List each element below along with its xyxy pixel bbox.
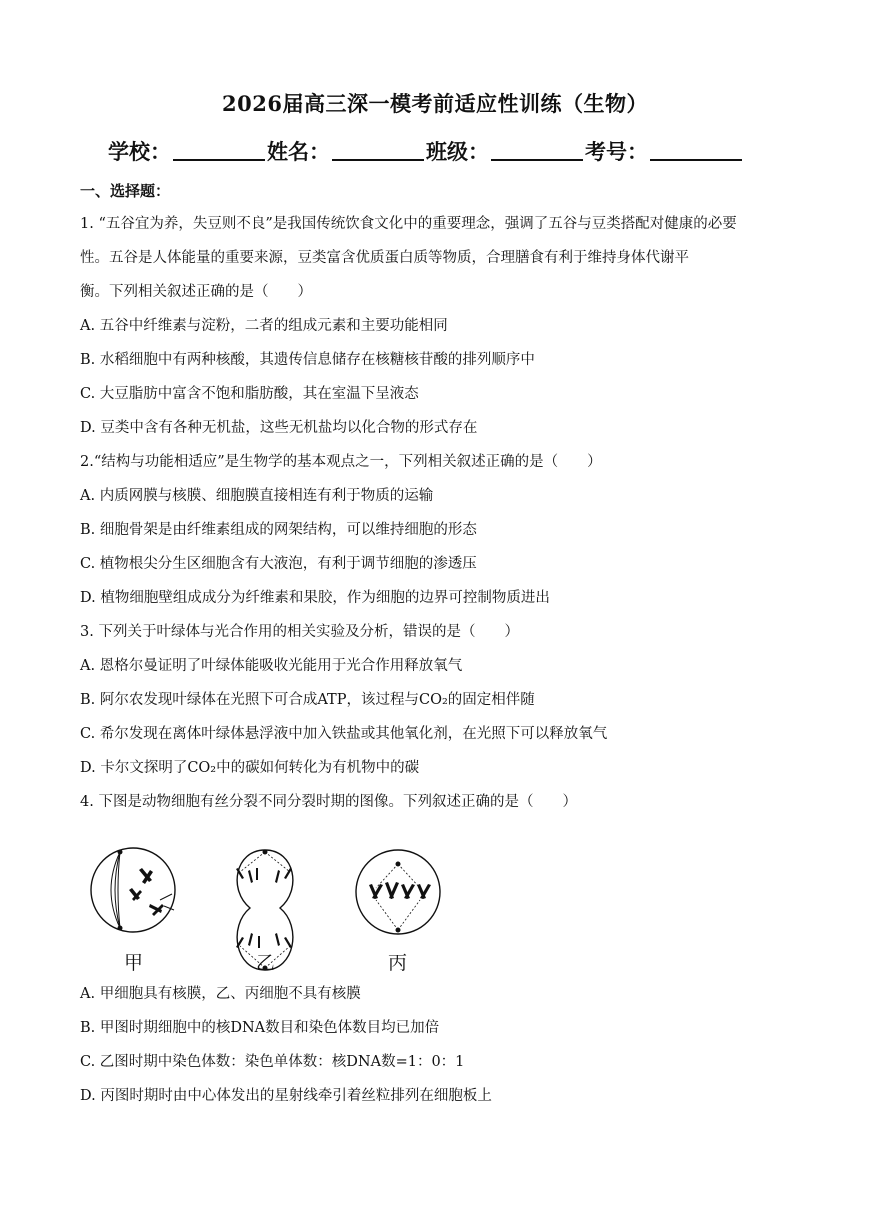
question-4-option-b[interactable]: B. 甲图时期细胞中的核DNA数目和染色体数目均已加倍 bbox=[80, 1020, 440, 1036]
school-label: 学校： bbox=[108, 139, 171, 164]
cell-label-jia: 甲 bbox=[124, 952, 144, 974]
question-1-stem-line-3: 衡。下列相关叙述正确的是（ ） bbox=[80, 284, 312, 300]
question-list bbox=[80, 210, 800, 1116]
question-2 bbox=[80, 448, 800, 618]
name-blank[interactable] bbox=[332, 139, 424, 161]
question-4-option-d[interactable]: D. 丙图时期时由中心体发出的星射线牵引着丝粒排列在细胞板上 bbox=[80, 1088, 492, 1104]
question-2-option-b[interactable]: B. 细胞骨架是由纤维素组成的网架结构，可以维持细胞的形态 bbox=[80, 522, 477, 538]
school-blank[interactable] bbox=[173, 139, 265, 161]
question-1-option-d[interactable]: D. 豆类中含有各种无机盐，这些无机盐均以化合物的形式存在 bbox=[80, 420, 478, 436]
exam-title: 2026届高三深一模考前适应性训练（生物） bbox=[222, 91, 648, 116]
class-label: 班级： bbox=[426, 139, 489, 164]
name-label: 姓名： bbox=[267, 139, 330, 164]
question-1-stem-line-1: 1. “五谷宜为养，失豆则不良”是我国传统饮食文化中的重要理念，强调了五谷与豆类搭配对健康的必要 bbox=[80, 216, 737, 232]
question-4 bbox=[80, 788, 800, 1116]
question-3-option-b[interactable]: B. 阿尔农发现叶绿体在光照下可合成ATP，该过程与CO₂的固定相伴随 bbox=[80, 692, 535, 708]
section-heading: 一、选择题： bbox=[80, 182, 171, 200]
question-2-option-c[interactable]: C. 植物根尖分生区细胞含有大液泡，有利于调节细胞的渗透压 bbox=[80, 556, 477, 572]
question-3 bbox=[80, 618, 800, 788]
question-1-option-b[interactable]: B. 水稻细胞中有两种核酸，其遗传信息储存在核糖核苷酸的排列顺序中 bbox=[80, 352, 535, 368]
mitosis-figure bbox=[80, 820, 800, 980]
question-1 bbox=[80, 210, 800, 448]
question-2-stem: 2.“结构与功能相适应”是生物学的基本观点之一，下列相关叙述正确的是（ ） bbox=[80, 454, 602, 470]
question-3-stem: 3. 下列关于叶绿体与光合作用的相关实验及分析，错误的是（ ） bbox=[80, 624, 519, 640]
question-3-option-c[interactable]: C. 希尔发现在离体叶绿体悬浮液中加入铁盐或其他氧化剂，在光照下可以释放氧气 bbox=[80, 726, 608, 742]
number-label: 考号： bbox=[585, 139, 648, 164]
question-1-option-c[interactable]: C. 大豆脂肪中富含不饱和脂肪酸，其在室温下呈液态 bbox=[80, 386, 419, 402]
student-info-fields bbox=[108, 136, 744, 166]
number-blank[interactable] bbox=[650, 139, 742, 161]
class-blank[interactable] bbox=[491, 139, 583, 161]
question-3-option-d[interactable]: D. 卡尔文探明了CO₂中的碳如何转化为有机物中的碳 bbox=[80, 760, 420, 776]
question-1-stem-line-2: 性。五谷是人体能量的重要来源，豆类富含优质蛋白质等物质，合理膳食有利于维持身体代谢平 bbox=[80, 250, 689, 266]
question-4-option-a[interactable]: A. 甲细胞具有核膜，乙、丙细胞不具有核膜 bbox=[80, 986, 361, 1002]
cell-label-yi: 乙 bbox=[256, 952, 276, 974]
question-4-option-c[interactable]: C. 乙图时期中染色体数：染色单体数：核DNA数=1：0：1 bbox=[80, 1054, 465, 1070]
cell-label-bing: 丙 bbox=[388, 952, 408, 974]
question-2-option-a[interactable]: A. 内质网膜与核膜、细胞膜直接相连有利于物质的运输 bbox=[80, 488, 434, 504]
question-1-option-a[interactable]: A. 五谷中纤维素与淀粉，二者的组成元素和主要功能相同 bbox=[80, 318, 448, 334]
question-4-stem: 4. 下图是动物细胞有丝分裂不同分裂时期的图像。下列叙述正确的是（ ） bbox=[80, 794, 577, 810]
question-2-option-d[interactable]: D. 植物细胞壁组成成分为纤维素和果胶，作为细胞的边界可控制物质进出 bbox=[80, 590, 550, 606]
question-3-option-a[interactable]: A. 恩格尔曼证明了叶绿体能吸收光能用于光合作用释放氧气 bbox=[80, 658, 463, 674]
